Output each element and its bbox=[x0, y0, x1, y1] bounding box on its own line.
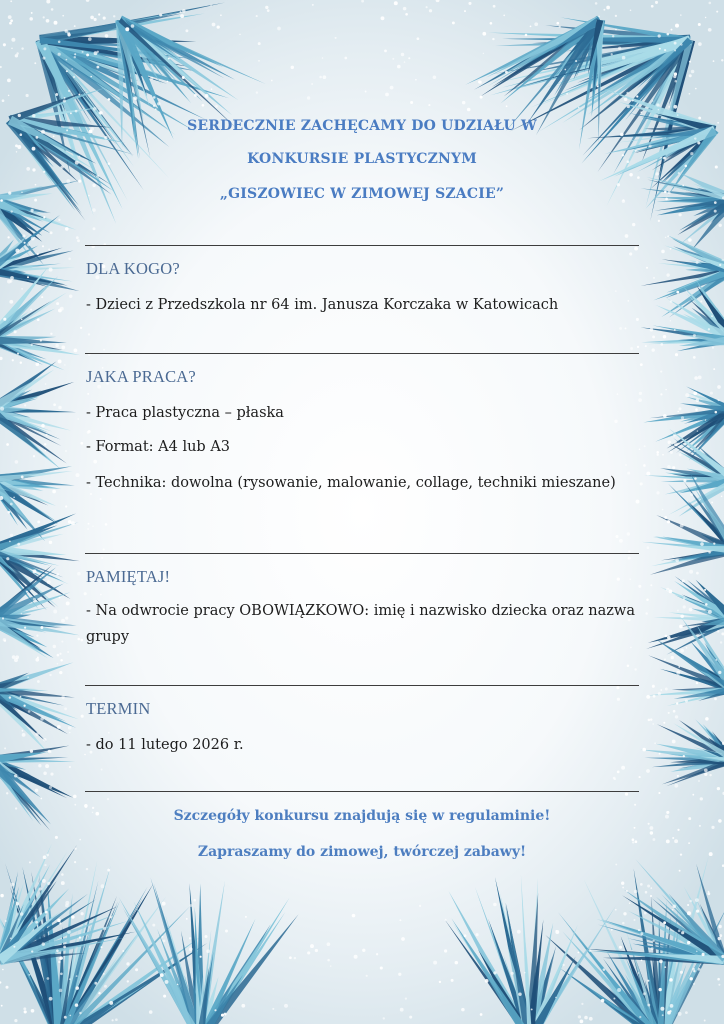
section-item: - Dzieci z Przedszkola nr 64 im. Janusza Korczaka w Katowicach bbox=[86, 297, 559, 313]
divider bbox=[85, 791, 639, 792]
section-item: - Technika: dowolna (rysowanie, malowanie, collage, techniki mieszane) bbox=[86, 475, 616, 491]
section-item: - Na odwrocie pracy OBOWIĄZKOWO: imię i nazwisko dziecka oraz nazwa grupy bbox=[86, 603, 635, 645]
section-heading-what: JAKA PRACA? bbox=[86, 367, 196, 386]
section-heading-remember: PAMIĘTAJ! bbox=[86, 567, 171, 586]
footer-line-1: Szczegóły konkursu znajdują się w regulaminie! bbox=[173, 808, 551, 824]
divider bbox=[85, 245, 639, 246]
title-line-2: KONKURSIE PLASTYCZNYM bbox=[247, 151, 477, 167]
section-item: - Format: A4 lub A3 bbox=[86, 439, 231, 455]
title-line-3: „GISZOWIEC W ZIMOWEJ SZACIE” bbox=[219, 186, 505, 202]
footer-line-2: Zapraszamy do zimowej, twórczej zabawy! bbox=[197, 844, 527, 860]
section-item: - Praca plastyczna – płaska bbox=[86, 405, 284, 421]
section-item: - do 11 lutego 2026 r. bbox=[86, 737, 244, 753]
divider bbox=[85, 685, 639, 686]
divider bbox=[85, 553, 639, 554]
divider bbox=[85, 353, 639, 354]
section-heading-who: DLA KOGO? bbox=[86, 259, 180, 278]
section-heading-deadline: TERMIN bbox=[86, 699, 151, 718]
title-line-1: SERDECZNIE ZACHĘCAMY DO UDZIAŁU W bbox=[187, 118, 537, 134]
